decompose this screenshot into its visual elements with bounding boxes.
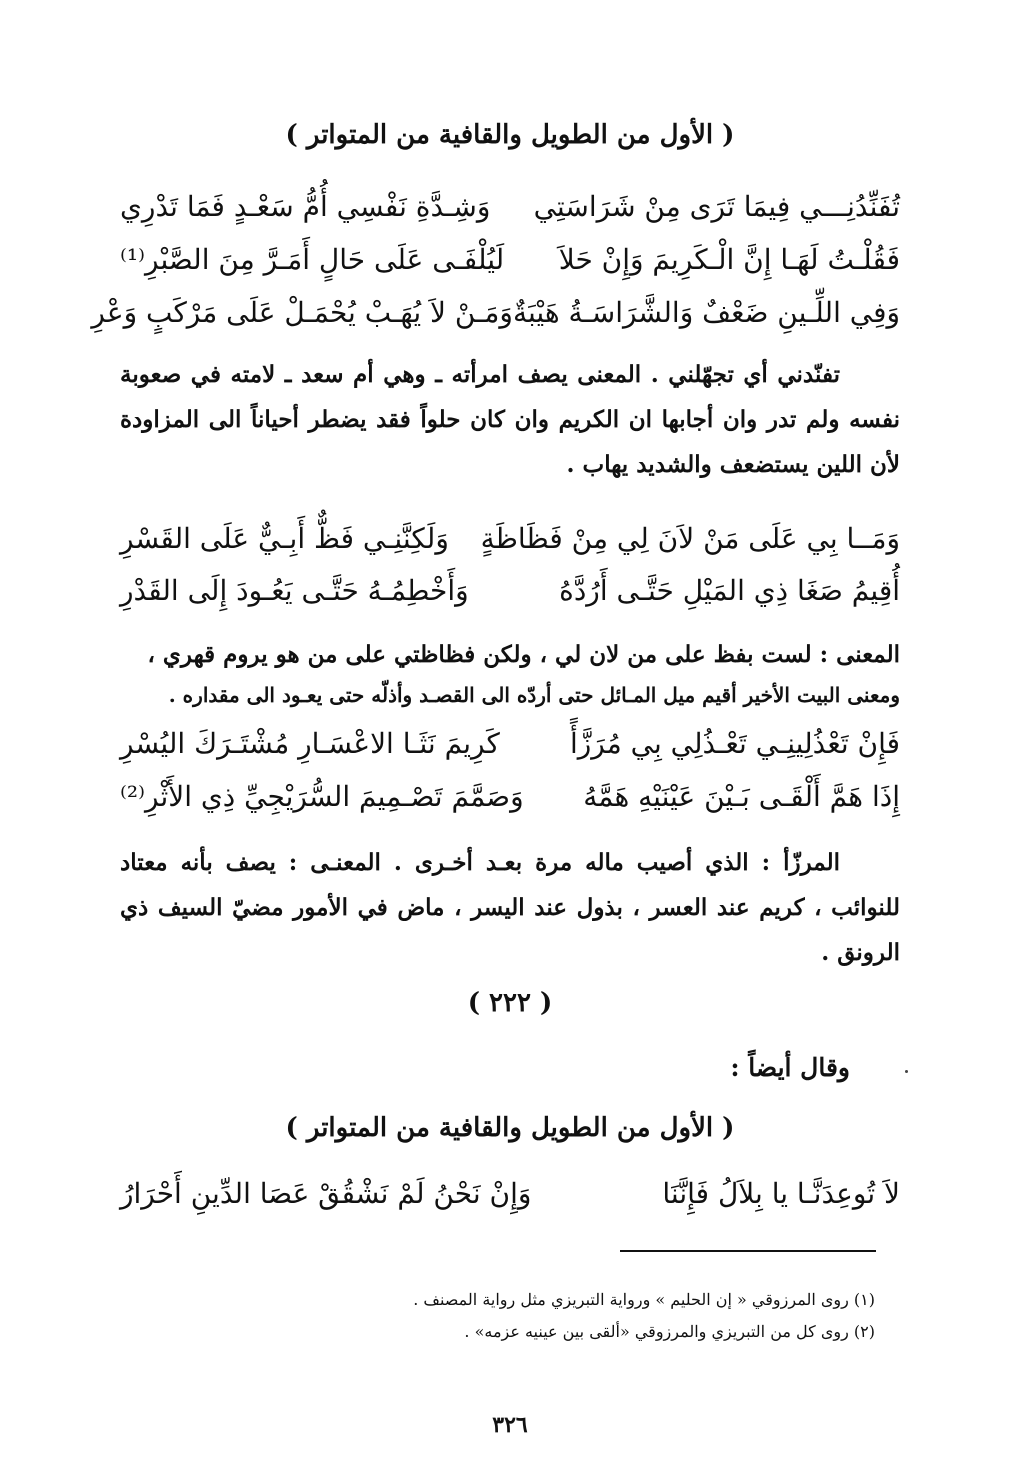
second-hemistich: وَإِنْ نَحْنُ لَمْ نَشْقُقْ عَصَا الدِّينِ أَحْرَارُ [120, 1176, 532, 1210]
second-hemistich: وَأَخْطِمُـهُ حَتَّـى يَعُـودَ إِلَى القَدْرِ [120, 573, 469, 607]
second-hemistich: وَشِـدَّةِ نَفْسِي أُمُّ سَعْـدٍ فَمَا تَدْرِي [120, 189, 491, 223]
verse-line [120, 773, 900, 819]
first-hemistich: أُقِيمُ صَغَا ذِي المَيْلِ حَتَّـى أَرُدَّهُ [559, 573, 900, 607]
verse-line [120, 236, 900, 282]
commentary-paragraph: المعنى : لست بفظ على من لان لي ، ولكن فظاظتي على من هو يروم قهري ، [147, 641, 900, 668]
footnote: (٢) روى كل من التبريزي والمرزوقي «ألقى بين عينيه عزمه» . [464, 1322, 875, 1341]
footnote-rule [620, 1250, 876, 1252]
poem-number: ( ٢٢٢ ) [467, 988, 553, 1018]
first-hemistich: لاَ تُوعِدَنَّـا يا بِلاَلُ فَإِنَّنَا [662, 1176, 900, 1210]
first-hemistich: تُفَنِّدُنِـــي فِيمَا تَرَى مِنْ شَرَاسَتِي [533, 189, 900, 223]
verse-line [120, 567, 900, 613]
commentary-paragraph: تفنّدني أي تجهّلني . المعنى يصف امرأته ـ وهي أم سعد ـ لامته في صعوبة نفسه ولم تدر وان أجابها ان الكريم وان كان حلواً فقد يضطر أحياناً الى المزاودة لأن اللين يستضعف والشديد يهاب . [120, 361, 900, 478]
second-hemistich: كَرِيمَ نَثَـا الاعْسَـارِ مُشْتَـرَكَ اليُسْرِ [120, 726, 500, 760]
commentary-paragraph: ومعنى البيت الأخير أقيم ميل المـائل حتى أردّه الى القصـد وأذلّه حتى يعـود الى مقداره . [168, 683, 900, 707]
page-number: ٣٢٦ [492, 1412, 528, 1438]
verse-line [91, 289, 900, 335]
first-hemistich: إِذَا هَمَّ أَلْقَـى بَـيْنَ عَيْنَيْهِ هَمَّهُ [583, 779, 900, 813]
poem-intro: وقال أيضاً : [730, 1053, 850, 1082]
first-hemistich: فَقُلْـتُ لَهَـا إِنَّ الْـكَرِيمَ وَإِنْ حَلاَ [558, 242, 900, 276]
footnote: (١) روى المرزوقي « إن الحليم » ورواية التبريزي مثل رواية المصنف . [413, 1290, 875, 1309]
verse-line [120, 183, 900, 229]
first-hemistich: فَإِنْ تَعْذُلِينِـي تَعْـذُلِي بِي مُرَزَّأً [570, 726, 900, 760]
stray-mark [905, 1070, 908, 1073]
second-hemistich: لَيُلْفَـى عَلَى حَالٍ أَمَـرَّ مِنَ الصَّبْرِ⁽¹⁾ [120, 242, 505, 276]
meter-header: ( الأول من الطويل والقافية من المتواتر ) [285, 1113, 735, 1143]
verse-line [120, 1170, 900, 1216]
meter-header: ( الأول من الطويل والقافية من المتواتر ) [285, 120, 735, 150]
second-hemistich: وَمَـنْ لاَ يُهَـبْ يُحْمَـلْ عَلَى مَرْكَبٍ وَعْرِ [91, 295, 513, 329]
commentary-paragraph: المرزّأ : الذي أصيب ماله مرة بعـد أخـرى . المعنـى : يصف بأنه معتاد للنوائب ، كريم عند العسر ، بذول عند اليسر ، ماض في الأمور مضيّ السيف ذي الرونق . [120, 849, 900, 966]
second-hemistich: وَلَكِنَّنِـي فَظٌّ أَبِـيٌّ عَلَى القَسْرِ [120, 521, 449, 555]
verse-line [120, 720, 900, 766]
second-hemistich: وَصَمَّمَ تَصْـمِيمَ السُّرَيْجِيِّ ذِي الأَثْرِ⁽²⁾ [120, 779, 524, 813]
first-hemistich: وَمَــا بِي عَلَى مَنْ لاَنَ لِي مِنْ فَظَاظَةٍ [480, 521, 900, 555]
first-hemistich: وَفِي اللِّـينِ ضَعْفٌ وَالشَّرَاسَـةُ هَيْبَةٌ [512, 295, 900, 329]
verse-line [120, 515, 900, 561]
